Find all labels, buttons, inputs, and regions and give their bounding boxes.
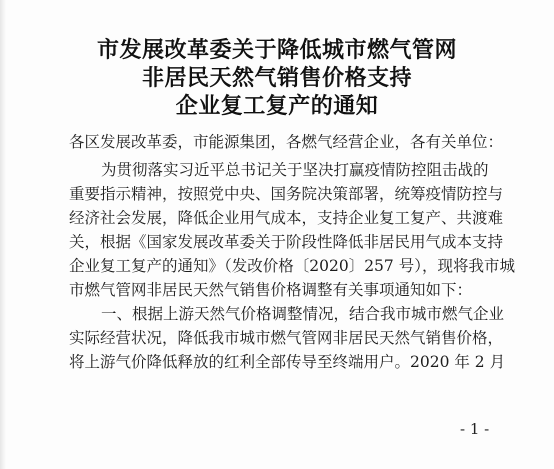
addressee-line: 各区发展改革委，市能源集团，各燃气经营企业，各有关单位：: [69, 133, 504, 151]
body-line-4: 关，根据《国家发展改革委关于阶段性降低非居民用气成本支持: [69, 233, 504, 251]
page-number: - 1 -: [460, 420, 490, 438]
body-line-3: 经济社会发展，降低企业用气成本，支持企业复工复产、共渡难: [69, 209, 504, 227]
document-title-line-1: 市发展改革委关于降低城市燃气管网: [96, 38, 457, 63]
body-line-5: 企业复工复产的通知》（发改价格〔2020〕257 号），现将我市城: [69, 257, 515, 275]
body-line-7: 一、根据上游天然气价格调整情况，结合我市城市燃气企业: [101, 305, 505, 323]
body-line-2: 重要指示精神，按照党中央、国务院决策部署，统筹疫情防控与: [69, 185, 504, 203]
document-title-line-2: 非居民天然气销售价格支持: [141, 66, 412, 91]
body-line-6: 市燃气管网非居民天然气销售价格调整有关事项通知如下：: [69, 281, 473, 299]
body-line-1: 为贯彻落实习近平总书记关于坚决打赢疫情防控阻击战的: [101, 161, 489, 179]
body-line-9: 将上游气价降低释放的红利全部传导至终端用户。2020 年 2 月: [69, 353, 506, 371]
document-title-line-3: 企业复工复产的通知: [175, 94, 379, 119]
body-line-8: 实际经营状况，降低我市城市燃气管网非居民天然气销售价格，: [69, 329, 504, 347]
